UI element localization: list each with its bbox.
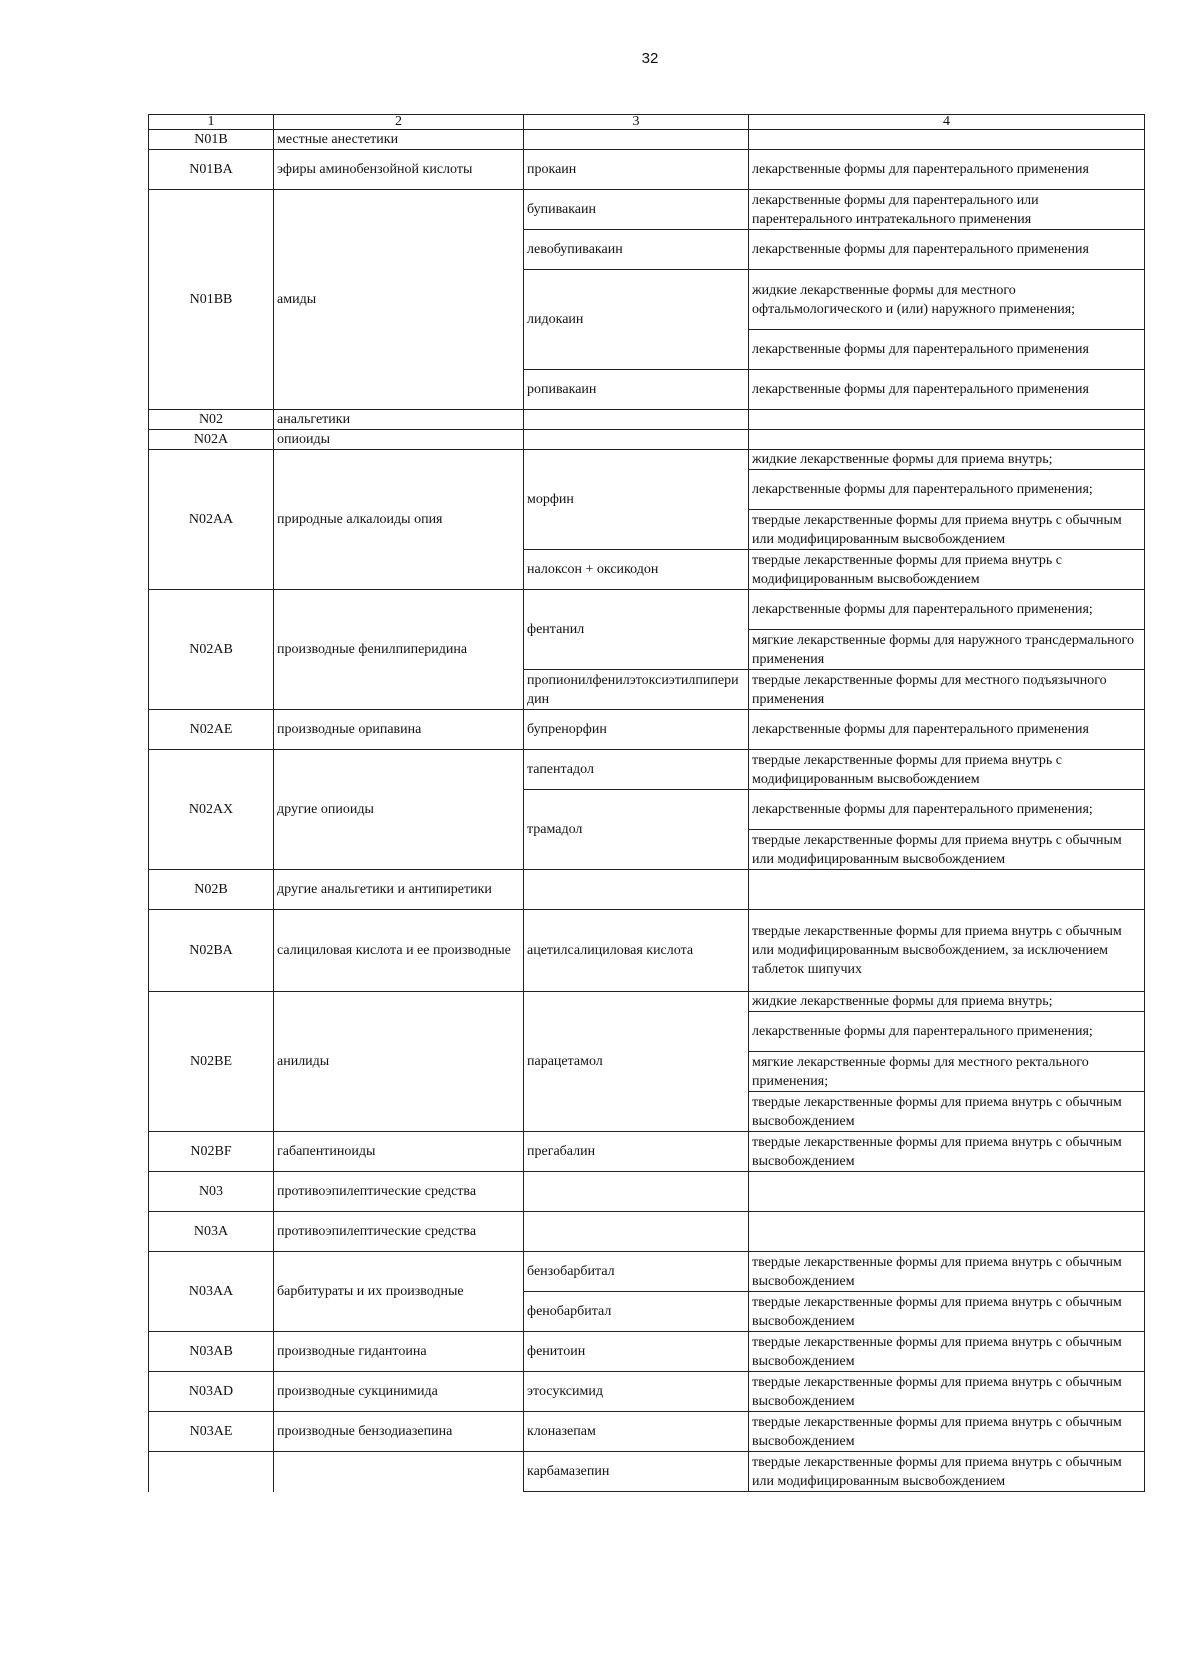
group-name: противоэпилептические средства xyxy=(274,1172,524,1212)
drug-name xyxy=(524,1212,749,1252)
group-name xyxy=(274,1452,524,1492)
dosage-form: твердые лекарственные формы для приема внутрь с обычным или модифицированным высвобождением xyxy=(749,830,1145,870)
drug-name: пропионилфенилэтоксиэтилпиперидин xyxy=(524,670,749,710)
table-row xyxy=(149,410,1145,430)
dosage-form: лекарственные формы для парентерального применения xyxy=(749,370,1145,410)
table-row xyxy=(149,910,1145,992)
dosage-form xyxy=(749,130,1145,150)
group-name: производные сукцинимида xyxy=(274,1372,524,1412)
dosage-form xyxy=(749,1212,1145,1252)
table-row xyxy=(149,190,1145,230)
atc-code: N01BA xyxy=(149,150,274,190)
atc-code: N03A xyxy=(149,1212,274,1252)
dosage-form: твердые лекарственные формы для приема внутрь с обычным или модифицированным высвобождением, за исключением таблеток шипучих xyxy=(749,910,1145,992)
table-row xyxy=(149,130,1145,150)
drug-name: парацетамол xyxy=(524,992,749,1132)
atc-code: N02BA xyxy=(149,910,274,992)
atc-code: N03AE xyxy=(149,1412,274,1452)
group-name: местные анестетики xyxy=(274,130,524,150)
group-name: опиоиды xyxy=(274,430,524,450)
dosage-form: твердые лекарственные формы для местного подъязычного применения xyxy=(749,670,1145,710)
drug-name: налоксон + оксикодон xyxy=(524,550,749,590)
drug-classification-table xyxy=(148,114,1145,1492)
atc-code: N02AB xyxy=(149,590,274,710)
table-header-row xyxy=(149,115,1145,130)
table-row xyxy=(149,1372,1145,1412)
table-row xyxy=(149,1212,1145,1252)
drug-name: морфин xyxy=(524,450,749,550)
drug-name xyxy=(524,430,749,450)
dosage-form: твердые лекарственные формы для приема внутрь с обычным или модифицированным высвобождением xyxy=(749,510,1145,550)
dosage-form: лекарственные формы для парентерального применения; xyxy=(749,470,1145,510)
drug-name xyxy=(524,410,749,430)
drug-name: левобупивакаин xyxy=(524,230,749,270)
dosage-form: лекарственные формы для парентерального применения xyxy=(749,330,1145,370)
dosage-form: твердые лекарственные формы для приема внутрь с обычным высвобождением xyxy=(749,1252,1145,1292)
dosage-form xyxy=(749,1172,1145,1212)
table-row xyxy=(149,450,1145,470)
page-number: 32 xyxy=(641,50,659,67)
drug-name: карбамазепин xyxy=(524,1452,749,1492)
atc-code: N02BF xyxy=(149,1132,274,1172)
group-name: салициловая кислота и ее производные xyxy=(274,910,524,992)
dosage-form: твердые лекарственные формы для приема внутрь с обычным высвобождением xyxy=(749,1372,1145,1412)
drug-name: фенитоин xyxy=(524,1332,749,1372)
dosage-form: жидкие лекарственные формы для приема внутрь; xyxy=(749,992,1145,1012)
dosage-form xyxy=(749,410,1145,430)
group-name: противоэпилептические средства xyxy=(274,1212,524,1252)
drug-name xyxy=(524,870,749,910)
table-row xyxy=(149,1172,1145,1212)
drug-name: фентанил xyxy=(524,590,749,670)
dosage-form: лекарственные формы для парентерального или парентерального интратекального применения xyxy=(749,190,1145,230)
drug-name: трамадол xyxy=(524,790,749,870)
dosage-form xyxy=(749,430,1145,450)
dosage-form: твердые лекарственные формы для приема внутрь с обычным высвобождением xyxy=(749,1332,1145,1372)
atc-code: N02AA xyxy=(149,450,274,590)
dosage-form: твердые лекарственные формы для приема внутрь с модифицированным высвобождением xyxy=(749,550,1145,590)
atc-code: N02 xyxy=(149,410,274,430)
atc-code: N02A xyxy=(149,430,274,450)
dosage-form: твердые лекарственные формы для приема внутрь с модифицированным высвобождением xyxy=(749,750,1145,790)
drug-name: лидокаин xyxy=(524,270,749,370)
table-row xyxy=(149,750,1145,790)
atc-code: N03 xyxy=(149,1172,274,1212)
dosage-form: лекарственные формы для парентерального применения xyxy=(749,150,1145,190)
group-name: эфиры аминобензойной кислоты xyxy=(274,150,524,190)
atc-code: N02B xyxy=(149,870,274,910)
table-row xyxy=(149,1452,1145,1492)
table-row xyxy=(149,1412,1145,1452)
table-row xyxy=(149,430,1145,450)
table-row xyxy=(149,1132,1145,1172)
table-row xyxy=(149,150,1145,190)
dosage-form: лекарственные формы для парентерального применения; xyxy=(749,1012,1145,1052)
drug-name: бупренорфин xyxy=(524,710,749,750)
group-name: природные алкалоиды опия xyxy=(274,450,524,590)
group-name: барбитураты и их производные xyxy=(274,1252,524,1332)
table-row xyxy=(149,1332,1145,1372)
group-name: анальгетики xyxy=(274,410,524,430)
dosage-form: лекарственные формы для парентерального применения; xyxy=(749,790,1145,830)
drug-name: ацетилсалициловая кислота xyxy=(524,910,749,992)
column-header-4: 4 xyxy=(749,115,1145,130)
group-name: производные гидантоина xyxy=(274,1332,524,1372)
dosage-form: твердые лекарственные формы для приема внутрь с обычным высвобождением xyxy=(749,1132,1145,1172)
drug-name: тапентадол xyxy=(524,750,749,790)
table-row xyxy=(149,1252,1145,1292)
dosage-form: твердые лекарственные формы для приема внутрь с обычным или модифицированным высвобождением xyxy=(749,1452,1145,1492)
group-name: другие опиоиды xyxy=(274,750,524,870)
drug-name: клоназепам xyxy=(524,1412,749,1452)
atc-code: N01BB xyxy=(149,190,274,410)
drug-name: этосуксимид xyxy=(524,1372,749,1412)
dosage-form: лекарственные формы для парентерального применения; xyxy=(749,590,1145,630)
dosage-form: жидкие лекарственные формы для приема внутрь; xyxy=(749,450,1145,470)
drug-name: ропивакаин xyxy=(524,370,749,410)
dosage-form: жидкие лекарственные формы для местного офтальмологического и (или) наружного применения; xyxy=(749,270,1145,330)
atc-code: N01B xyxy=(149,130,274,150)
column-header-2: 2 xyxy=(274,115,524,130)
drug-name: бупивакаин xyxy=(524,190,749,230)
drug-name xyxy=(524,1172,749,1212)
drug-name: фенобарбитал xyxy=(524,1292,749,1332)
dosage-form: твердые лекарственные формы для приема внутрь с обычным высвобождением xyxy=(749,1412,1145,1452)
table-row xyxy=(149,590,1145,630)
table-row xyxy=(149,710,1145,750)
group-name: производные бензодиазепина xyxy=(274,1412,524,1452)
group-name: анилиды xyxy=(274,992,524,1132)
atc-code: N02BE xyxy=(149,992,274,1132)
column-header-3: 3 xyxy=(524,115,749,130)
group-name: другие анальгетики и антипиретики xyxy=(274,870,524,910)
dosage-form: мягкие лекарственные формы для местного ректального применения; xyxy=(749,1052,1145,1092)
dosage-form: мягкие лекарственные формы для наружного трансдермального применения xyxy=(749,630,1145,670)
dosage-form: лекарственные формы для парентерального применения xyxy=(749,230,1145,270)
drug-name: прегабалин xyxy=(524,1132,749,1172)
atc-code: N03AD xyxy=(149,1372,274,1412)
column-header-1: 1 xyxy=(149,115,274,130)
table-row xyxy=(149,992,1145,1012)
group-name: амиды xyxy=(274,190,524,410)
drug-name xyxy=(524,130,749,150)
group-name: производные орипавина xyxy=(274,710,524,750)
dosage-form: лекарственные формы для парентерального применения xyxy=(749,710,1145,750)
table-row xyxy=(149,870,1145,910)
atc-code: N03AA xyxy=(149,1252,274,1332)
dosage-form: твердые лекарственные формы для приема внутрь с обычным высвобождением xyxy=(749,1292,1145,1332)
group-name: габапентиноиды xyxy=(274,1132,524,1172)
dosage-form: твердые лекарственные формы для приема внутрь с обычным высвобождением xyxy=(749,1092,1145,1132)
atc-code: N03AB xyxy=(149,1332,274,1372)
atc-code: N02AE xyxy=(149,710,274,750)
atc-code: N02AX xyxy=(149,750,274,870)
drug-name: прокаин xyxy=(524,150,749,190)
atc-code xyxy=(149,1452,274,1492)
group-name: производные фенилпиперидина xyxy=(274,590,524,710)
dosage-form xyxy=(749,870,1145,910)
drug-name: бензобарбитал xyxy=(524,1252,749,1292)
